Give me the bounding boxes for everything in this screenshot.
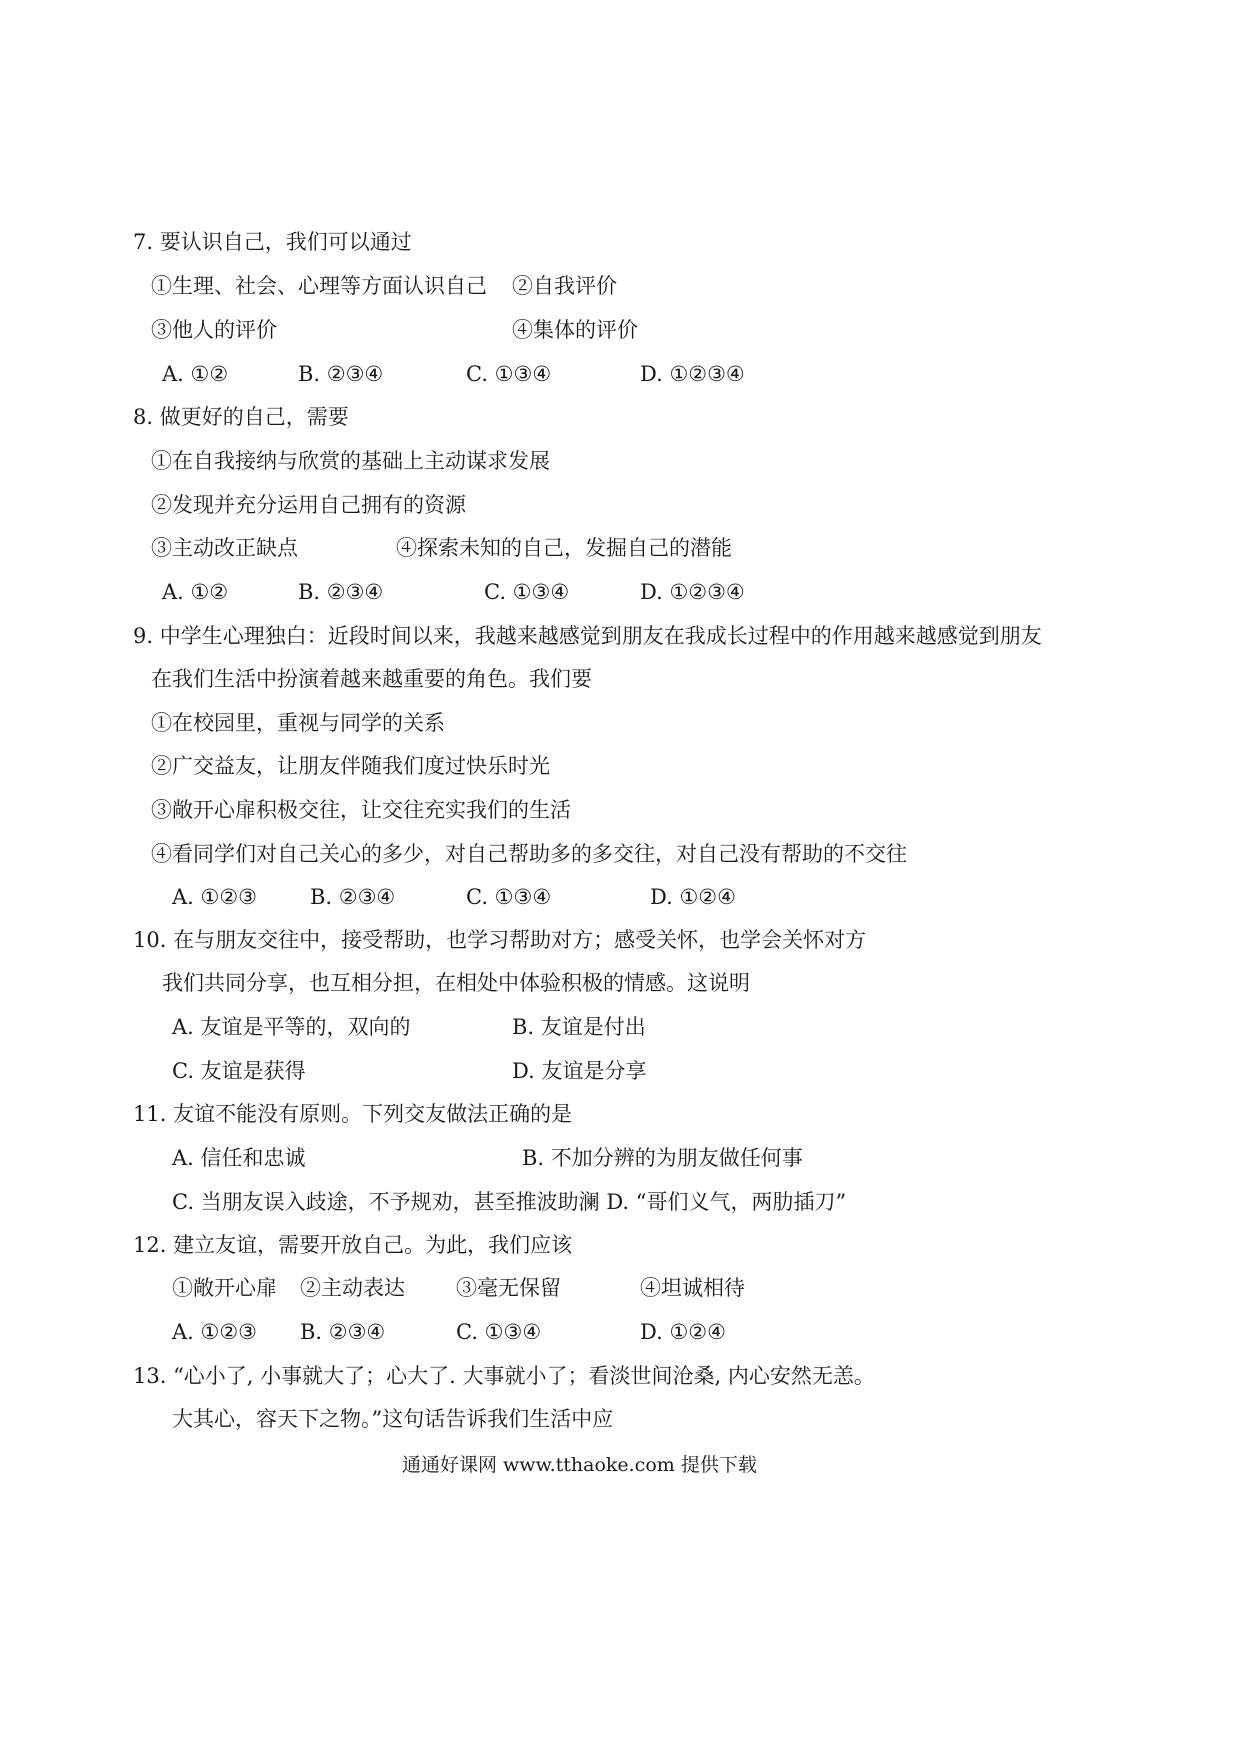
q12-statement-4: ④坦诚相待: [640, 1276, 745, 1300]
q9-option-d: D. ①②④: [650, 885, 736, 909]
q7-statement-1: ①生理、社会、心理等方面认识自己: [151, 274, 487, 298]
q7-option-d: D. ①②③④: [640, 362, 745, 386]
q10-stem-line-2: 我们共同分享，也互相分担，在相处中体验积极的情感。这说明: [162, 971, 750, 995]
q7-option-c: C. ①③④: [466, 362, 552, 386]
q12-option-a: A. ①②③: [172, 1320, 257, 1344]
q10-stem-line-1: 10. 在与朋友交往中，接受帮助，也学习帮助对方；感受关怀，也学会关怀对方: [133, 928, 867, 952]
q8-option-b: B. ②③④: [298, 580, 384, 604]
q11-option-b: B. 不加分辨的为朋友做任何事: [522, 1146, 803, 1170]
q9-statement-2: ②广交益友，让朋友伴随我们度过快乐时光: [151, 754, 550, 778]
q12-statement-1: ①敞开心扉: [172, 1276, 277, 1300]
q13-stem-line-1: 13. “心小了, 小事就大了；心大了. 大事就小了；看淡世间沧桑, 内心安然无恙。: [133, 1364, 875, 1388]
q8-option-c: C. ①③④: [484, 580, 570, 604]
q12-option-d: D. ①②④: [640, 1320, 726, 1344]
q9-option-a: A. ①②③: [172, 885, 257, 909]
q9-option-c: C. ①③④: [466, 885, 552, 909]
q10-option-b: B. 友谊是付出: [512, 1015, 646, 1039]
q8-stem: 8. 做更好的自己，需要: [133, 405, 349, 429]
q11-stem: 11. 友谊不能没有原则。下列交友做法正确的是: [133, 1102, 573, 1126]
q8-option-d: D. ①②③④: [640, 580, 745, 604]
q12-statement-2: ②主动表达: [300, 1276, 405, 1300]
q9-statement-3: ③敞开心扉积极交往，让交往充实我们的生活: [151, 798, 571, 822]
q12-option-c: C. ①③④: [456, 1320, 542, 1344]
q7-statement-2: ②自我评价: [512, 274, 617, 298]
q9-statement-1: ①在校园里，重视与同学的关系: [151, 711, 445, 735]
q12-stem: 12. 建立友谊，需要开放自己。为此，我们应该: [133, 1233, 573, 1257]
q8-statement-4: ④探索未知的自己，发掘自己的潜能: [396, 536, 732, 560]
q11-option-a: A. 信任和忠诚: [172, 1146, 306, 1170]
q10-option-c: C. 友谊是获得: [172, 1059, 306, 1083]
q8-statement-1: ①在自我接纳与欣赏的基础上主动谋求发展: [151, 449, 550, 473]
q12-statement-3: ③毫无保留: [456, 1276, 561, 1300]
q13-stem-line-2: 大其心，容天下之物。”这句话告诉我们生活中应: [172, 1407, 614, 1431]
q7-statement-3: ③他人的评价: [151, 318, 277, 342]
q10-option-a: A. 友谊是平等的，双向的: [172, 1015, 411, 1039]
q7-statement-4: ④集体的评价: [512, 318, 638, 342]
q7-option-a: A. ①②: [162, 362, 229, 386]
q8-statement-2: ②发现并充分运用自己拥有的资源: [151, 493, 466, 517]
q9-option-b: B. ②③④: [310, 885, 396, 909]
q7-stem: 7. 要认识自己，我们可以通过: [133, 230, 412, 254]
q9-stem-line-1: 9. 中学生心理独白：近段时间以来，我越来越感觉到朋友在我成长过程中的作用越来越感觉到朋友: [133, 624, 1042, 648]
q7-option-b: B. ②③④: [298, 362, 384, 386]
page-footer: 通通好课网 www.tthaoke.com 提供下载: [402, 1454, 757, 1476]
q12-option-b: B. ②③④: [300, 1320, 386, 1344]
q10-option-d: D. 友谊是分享: [512, 1059, 647, 1083]
q11-option-c-d: C. 当朋友误入歧途，不予规劝，甚至推波助澜 D. “哥们义气，两肋插刀”: [172, 1190, 847, 1214]
q9-statement-4: ④看同学们对自己关心的多少，对自己帮助多的多交往，对自己没有帮助的不交往: [151, 842, 907, 866]
q9-stem-line-2: 在我们生活中扮演着越来越重要的角色。我们要: [151, 667, 592, 691]
q8-option-a: A. ①②: [162, 580, 229, 604]
q8-statement-3: ③主动改正缺点: [151, 536, 298, 560]
